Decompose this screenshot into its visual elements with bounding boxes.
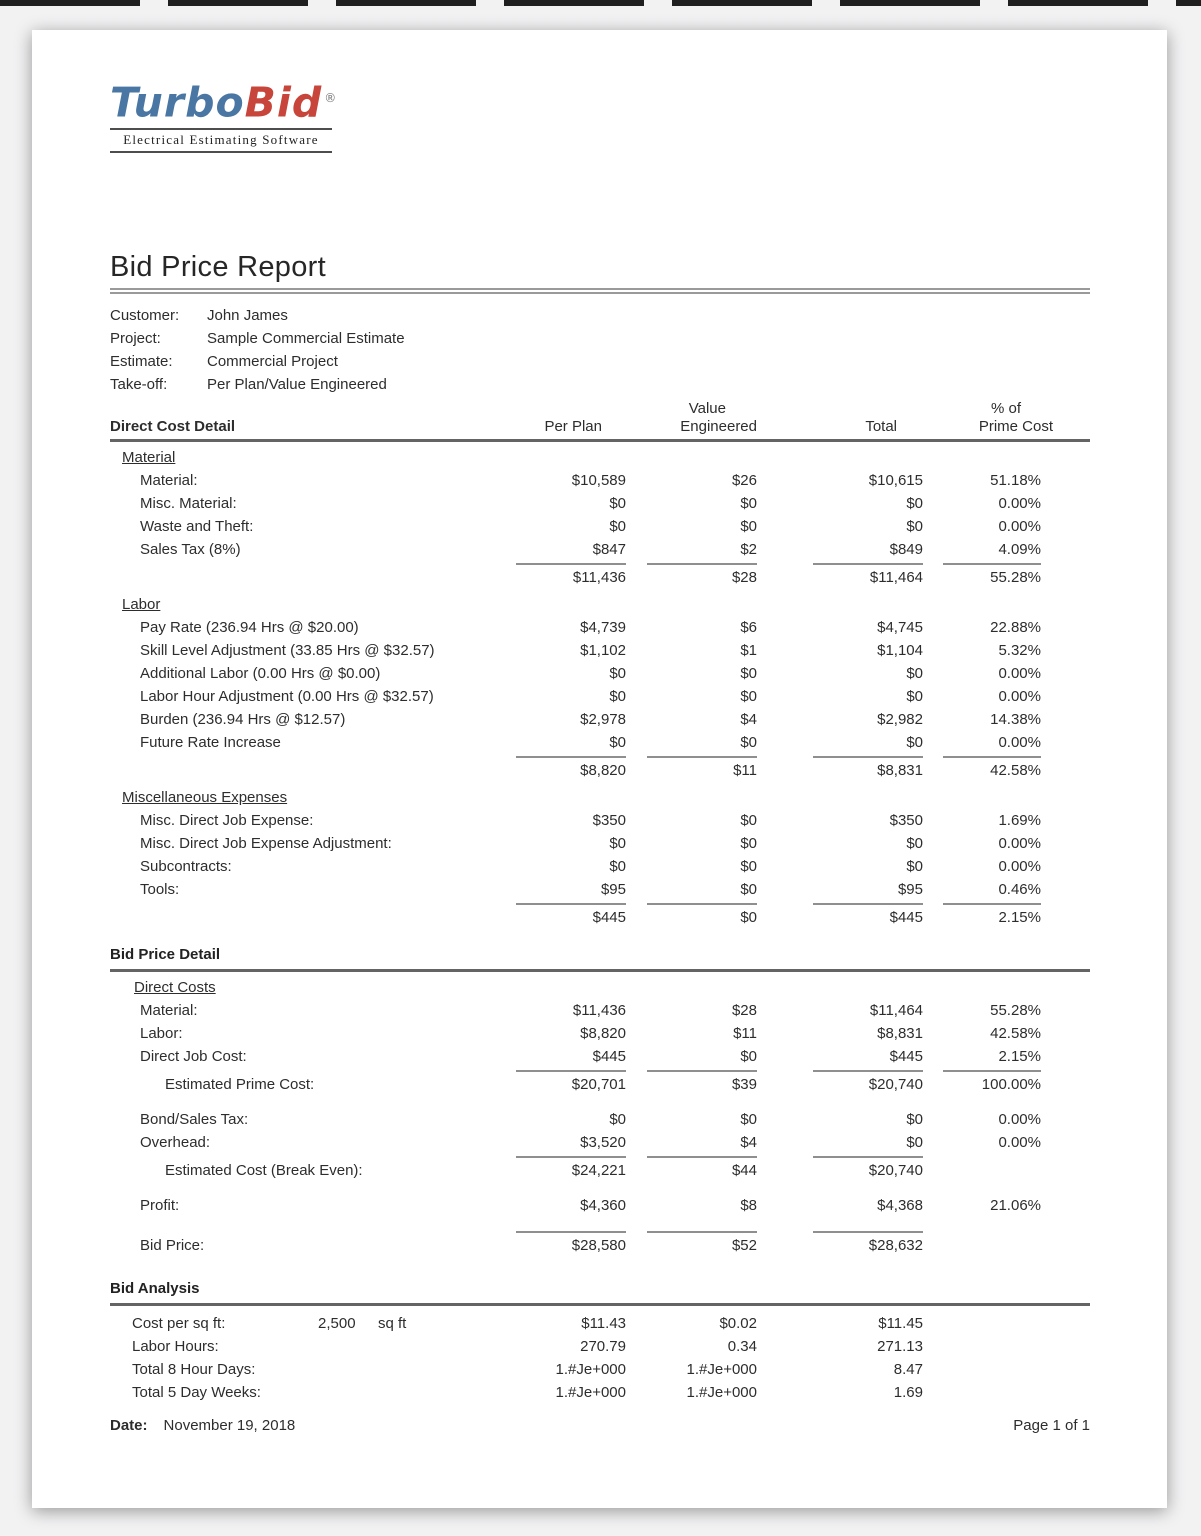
table-row — [110, 1131, 1090, 1154]
row-label: Total 5 Day Weeks: — [132, 1383, 261, 1401]
cell-per-plan: $10,589 — [571, 471, 626, 489]
row-label: Overhead: — [140, 1133, 211, 1151]
title-double-rule — [110, 288, 1090, 294]
cell-total: $0 — [906, 517, 923, 535]
table-row — [110, 731, 1090, 754]
cell-total: $28,632 — [868, 1236, 923, 1254]
cell-pct-prime: 55.28% — [990, 1001, 1041, 1019]
subtotal-row-misc — [110, 907, 1090, 929]
cell-total: $445 — [889, 1047, 923, 1065]
cell-per-plan: $0 — [609, 834, 626, 852]
report-page — [32, 30, 1167, 1508]
row-label: Estimated Cost (Break Even): — [165, 1161, 363, 1179]
turbobid-logo — [110, 75, 338, 153]
cell-pct-prime: 21.06% — [990, 1196, 1041, 1214]
cell-pct-prime — [923, 1335, 1041, 1358]
cell-total: 1.69 — [893, 1383, 923, 1401]
cell-pct-prime: 0.00% — [998, 1133, 1041, 1151]
cell-value-engineered: $2 — [740, 540, 757, 558]
row-label: Material: — [140, 471, 198, 489]
cell-pct-prime: 22.88% — [990, 618, 1041, 636]
cell-per-plan: $0 — [609, 687, 626, 705]
cell-pct-prime: 100.00% — [981, 1075, 1041, 1093]
table-row — [110, 492, 1090, 515]
cell-pct-prime: 0.00% — [998, 687, 1041, 705]
cell-per-plan: $28,580 — [571, 1236, 626, 1254]
cell-per-plan: $0 — [609, 733, 626, 751]
cell-pct-prime: 5.32% — [998, 641, 1041, 659]
row-label: Additional Labor (0.00 Hrs @ $0.00) — [140, 664, 381, 682]
section-rule — [110, 969, 1090, 972]
cell-value-engineered: $11 — [733, 1024, 757, 1042]
cell-per-plan: $20,701 — [571, 1075, 626, 1093]
cell-value-engineered: $0 — [740, 687, 757, 705]
cell-total: $10,615 — [868, 471, 923, 489]
cell-per-plan: $2,978 — [580, 710, 626, 728]
cell-pct-prime: 14.38% — [990, 710, 1041, 728]
row-label: Profit: — [140, 1196, 180, 1214]
cell-pct-prime: 42.58% — [990, 1024, 1041, 1042]
meta-row-project — [110, 327, 1090, 350]
table-row — [110, 1045, 1090, 1068]
meta-label: Customer: — [110, 306, 180, 324]
cell-total: $350 — [889, 811, 923, 829]
cell-total: $20,740 — [868, 1161, 923, 1179]
logo-wordmark — [110, 75, 338, 127]
date-value: November 19, 2018 — [163, 1417, 296, 1434]
row-label: Material: — [140, 1001, 198, 1019]
sqft-unit: sq ft — [378, 1314, 407, 1332]
table-row — [110, 708, 1090, 731]
table-row — [110, 639, 1090, 662]
table-row — [110, 855, 1090, 878]
analysis-row-labor-hours — [110, 1335, 1090, 1358]
cell-total: $8,831 — [877, 1024, 923, 1042]
row-label: Future Rate Increase — [140, 733, 281, 751]
col-header-total: Total — [865, 417, 897, 435]
meta-label: Estimate: — [110, 352, 173, 370]
cell-per-plan: $0 — [609, 517, 626, 535]
cell-pct-prime: 2.15% — [998, 908, 1041, 926]
meta-row-customer — [110, 304, 1090, 327]
row-label: Sales Tax (8%) — [140, 540, 241, 558]
cell-total: $11,464 — [869, 1001, 923, 1019]
row-label: Bond/Sales Tax: — [140, 1110, 249, 1128]
cell-value-engineered: $0 — [740, 664, 757, 682]
cell-total: $0 — [906, 1110, 923, 1128]
subtotal-row-labor — [110, 760, 1090, 782]
meta-label: Take-off: — [110, 375, 168, 393]
section-title-bid-price-detail: Bid Price Detail — [110, 945, 221, 963]
total-row-bid-price — [110, 1235, 1090, 1257]
cell-pct-prime: 42.58% — [990, 761, 1041, 779]
cell-value-engineered: $11 — [733, 761, 757, 779]
row-label: Burden (236.94 Hrs @ $12.57) — [140, 710, 346, 728]
cell-value-engineered: 0.34 — [727, 1337, 757, 1355]
group-header-material: Material — [122, 448, 176, 466]
cell-total: $11,464 — [869, 568, 923, 586]
row-label: Pay Rate (236.94 Hrs @ $20.00) — [140, 618, 359, 636]
cell-value-engineered: $44 — [731, 1161, 757, 1179]
cell-pct-prime: 4.09% — [998, 540, 1041, 558]
cell-per-plan: $3,520 — [580, 1133, 626, 1151]
cell-total: $0 — [906, 733, 923, 751]
sqft-value: 2,500 — [318, 1314, 356, 1332]
cell-per-plan: $11,436 — [572, 1001, 626, 1019]
meta-row-estimate — [110, 350, 1090, 373]
cell-value-engineered: $28 — [731, 568, 757, 586]
row-label: Skill Level Adjustment (33.85 Hrs @ $32.57) — [140, 641, 435, 659]
row-label: Total 8 Hour Days: — [132, 1360, 256, 1378]
cell-total: $4,745 — [877, 618, 923, 636]
cell-value-engineered: $0.02 — [719, 1314, 757, 1332]
row-label: Misc. Direct Job Expense: — [140, 811, 314, 829]
group-header-labor: Labor — [122, 595, 161, 613]
page-title: Bid Price Report — [110, 250, 326, 283]
total-row-break-even — [110, 1160, 1090, 1182]
cell-pct-prime — [923, 1235, 1041, 1257]
cell-value-engineered: $1 — [740, 641, 757, 659]
cell-pct-prime: 0.00% — [998, 834, 1041, 852]
cell-pct-prime: 0.00% — [998, 664, 1041, 682]
table-row — [110, 1108, 1090, 1131]
col-header-pct-prime-cost: % of Prime Cost — [978, 399, 1053, 435]
cell-per-plan: $350 — [592, 811, 626, 829]
cell-per-plan: $445 — [592, 908, 626, 926]
table-row — [110, 999, 1090, 1022]
cell-per-plan: $4,739 — [580, 618, 626, 636]
cell-value-engineered: $0 — [740, 834, 757, 852]
analysis-row-cost-per-sqft — [110, 1312, 1090, 1335]
analysis-row-5-day-weeks — [110, 1381, 1090, 1404]
cell-total: 8.47 — [893, 1360, 923, 1378]
table-row — [110, 832, 1090, 855]
cell-per-plan: $11.43 — [581, 1314, 626, 1332]
cell-pct-prime — [923, 1312, 1041, 1335]
date-label: Date: — [110, 1417, 148, 1434]
row-label: Subcontracts: — [140, 857, 232, 875]
cell-value-engineered: $0 — [740, 811, 757, 829]
cell-pct-prime: 2.15% — [998, 1047, 1041, 1065]
col-header-per-plan: Per Plan — [544, 417, 602, 435]
cell-pct-prime — [923, 1381, 1041, 1404]
cell-pct-prime — [923, 1358, 1041, 1381]
cell-per-plan: $0 — [609, 857, 626, 875]
table-row — [110, 616, 1090, 639]
meta-label: Project: — [110, 329, 161, 347]
row-label: Misc. Material: — [140, 494, 237, 512]
report-meta — [110, 304, 1090, 396]
registered-trademark-icon: ® — [324, 91, 338, 105]
cell-value-engineered: $4 — [740, 1133, 757, 1151]
row-label: Estimated Prime Cost: — [165, 1075, 315, 1093]
meta-value: Per Plan/Value Engineered — [207, 375, 387, 393]
page-footer — [110, 1414, 1090, 1437]
row-label: Cost per sq ft: 2,500 sq ft — [110, 1312, 496, 1335]
subtotal-row-material — [110, 567, 1090, 589]
row-label: Waste and Theft: — [140, 517, 254, 535]
cell-total: $0 — [906, 687, 923, 705]
cell-pct-prime: 55.28% — [990, 568, 1041, 586]
cell-total: $8,831 — [877, 761, 923, 779]
cell-pct-prime: 0.00% — [998, 494, 1041, 512]
logo-tagline: Electrical Estimating Software — [110, 128, 332, 153]
cell-value-engineered: $0 — [740, 880, 757, 898]
section-rule — [110, 439, 1090, 442]
cell-value-engineered: $4 — [740, 710, 757, 728]
group-header-misc-expenses: Miscellaneous Expenses — [122, 788, 288, 806]
cell-value-engineered: $0 — [740, 733, 757, 751]
cell-total: $0 — [906, 1133, 923, 1151]
cell-per-plan: 1.#Je+000 — [555, 1383, 626, 1401]
meta-value: Sample Commercial Estimate — [207, 329, 405, 347]
total-row-estimated-prime-cost — [110, 1074, 1090, 1096]
subsection-direct-costs: Direct Costs — [134, 978, 216, 996]
cell-value-engineered: 1.#Je+000 — [686, 1383, 757, 1401]
cell-total: $95 — [897, 880, 923, 898]
cell-total: $2,982 — [877, 710, 923, 728]
cell-value-engineered: $26 — [731, 471, 757, 489]
cell-per-plan: $95 — [600, 880, 626, 898]
cell-total: $4,368 — [877, 1196, 923, 1214]
row-profit — [110, 1194, 1090, 1217]
cell-pct-prime: 0.00% — [998, 733, 1041, 751]
page-number: Page 1 of 1 — [1013, 1417, 1090, 1434]
row-label: Bid Price: — [140, 1236, 205, 1254]
cell-total: $0 — [906, 857, 923, 875]
cell-total: $0 — [906, 494, 923, 512]
cell-value-engineered: $39 — [731, 1075, 757, 1093]
table-column-headers — [110, 400, 1090, 436]
meta-row-takeoff — [110, 373, 1090, 396]
table-row — [110, 469, 1090, 492]
table-row — [110, 662, 1090, 685]
col-header-value-engineered: Value Engineered — [680, 399, 757, 435]
cell-per-plan: $0 — [609, 664, 626, 682]
row-label: Tools: — [140, 880, 180, 898]
cell-value-engineered: 1.#Je+000 — [686, 1360, 757, 1378]
cell-value-engineered: $52 — [731, 1236, 757, 1254]
cell-value-engineered: $0 — [740, 494, 757, 512]
table-row — [110, 685, 1090, 708]
meta-value: Commercial Project — [207, 352, 338, 370]
cell-value-engineered: $0 — [740, 908, 757, 926]
cell-pct-prime: 51.18% — [990, 471, 1041, 489]
cell-per-plan: 270.79 — [580, 1337, 626, 1355]
cell-pct-prime — [923, 1160, 1041, 1182]
cell-value-engineered: $0 — [740, 1110, 757, 1128]
cell-total: $0 — [906, 834, 923, 852]
table-row — [110, 878, 1090, 901]
logo-bid: Bid — [244, 78, 323, 127]
cell-pct-prime: 0.00% — [998, 1110, 1041, 1128]
cell-per-plan: $0 — [609, 494, 626, 512]
row-label: Labor: — [140, 1024, 183, 1042]
meta-value: John James — [207, 306, 288, 324]
cell-pct-prime: 0.00% — [998, 857, 1041, 875]
cell-per-plan: $847 — [592, 540, 626, 558]
section-title-direct-cost-detail: Direct Cost Detail — [110, 417, 236, 435]
top-edge-artifact — [0, 0, 1201, 6]
cell-per-plan: $4,360 — [580, 1196, 626, 1214]
cell-pct-prime: 0.00% — [998, 517, 1041, 535]
row-label: Labor Hours: — [132, 1337, 219, 1355]
cell-value-engineered: $0 — [740, 857, 757, 875]
table-row — [110, 515, 1090, 538]
section-title-bid-analysis: Bid Analysis — [110, 1279, 200, 1297]
cell-total: $20,740 — [868, 1075, 923, 1093]
analysis-row-8-hour-days — [110, 1358, 1090, 1381]
cell-pct-prime: 1.69% — [998, 811, 1041, 829]
cell-total: $11.45 — [878, 1314, 923, 1332]
cell-per-plan: $1,102 — [580, 641, 626, 659]
table-row — [110, 809, 1090, 832]
cell-per-plan: $8,820 — [580, 1024, 626, 1042]
cell-per-plan: $0 — [609, 1110, 626, 1128]
table-row — [110, 1022, 1090, 1045]
row-label: Misc. Direct Job Expense Adjustment: — [140, 834, 392, 852]
logo-turbo: Turbo — [110, 78, 245, 127]
cell-per-plan: $445 — [592, 1047, 626, 1065]
cell-total: $1,104 — [877, 641, 923, 659]
cell-per-plan: $11,436 — [572, 568, 626, 586]
cell-per-plan: 1.#Je+000 — [555, 1360, 626, 1378]
footer-date — [110, 1414, 295, 1437]
table-row — [110, 538, 1090, 561]
cell-total: $445 — [889, 908, 923, 926]
cell-pct-prime: 0.46% — [998, 880, 1041, 898]
cell-total: $0 — [906, 664, 923, 682]
cell-value-engineered: $0 — [740, 517, 757, 535]
cell-value-engineered: $28 — [731, 1001, 757, 1019]
cell-value-engineered: $6 — [740, 618, 757, 636]
cell-total: 271.13 — [877, 1337, 923, 1355]
cell-per-plan: $8,820 — [580, 761, 626, 779]
row-label: Labor Hour Adjustment (0.00 Hrs @ $32.57) — [140, 687, 434, 705]
cell-value-engineered: $8 — [740, 1196, 757, 1214]
cell-value-engineered: $0 — [740, 1047, 757, 1065]
cell-per-plan: $24,221 — [571, 1161, 626, 1179]
row-label: Direct Job Cost: — [140, 1047, 247, 1065]
cell-total: $849 — [889, 540, 923, 558]
